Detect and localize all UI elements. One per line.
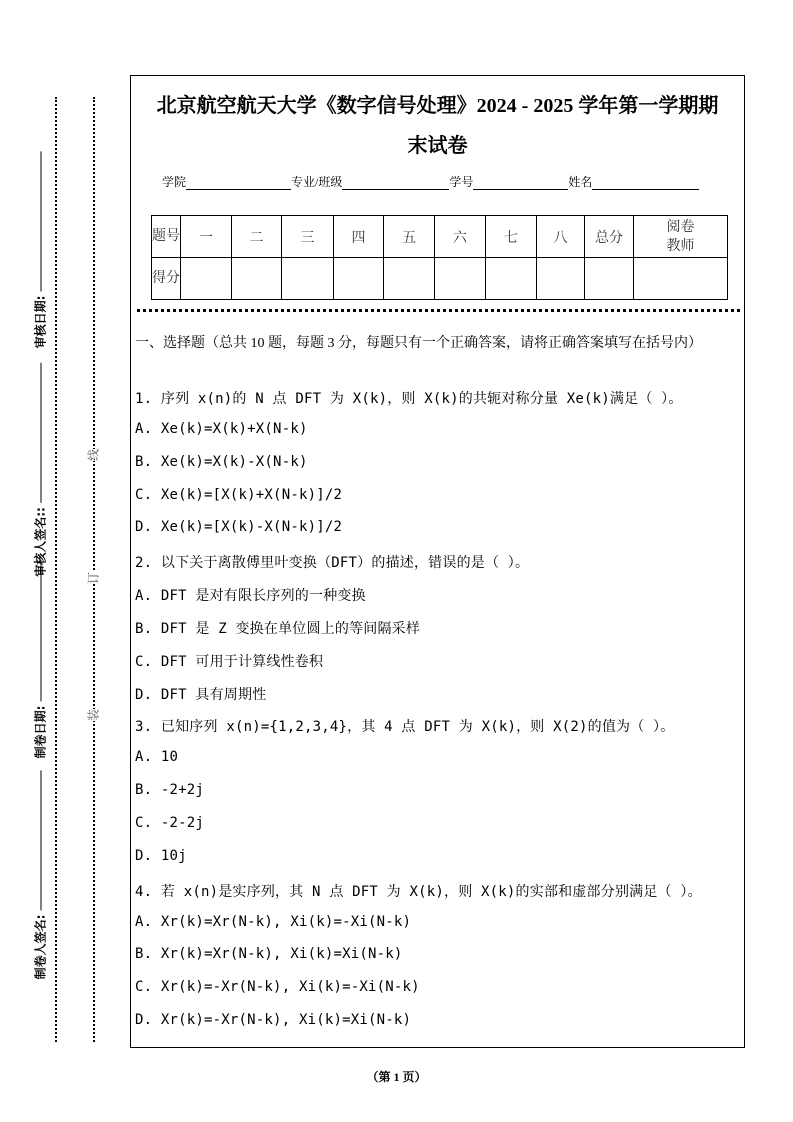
question-stem: 4. 若 x(n)是实序列，其 N 点 DFT 为 X(k)，则 X(k)的实部和虚部分别满足（ ）。 bbox=[135, 883, 702, 900]
exam-title: 北京航空航天大学《数字信号处理》2024 - 2025 学年第一学期期 bbox=[156, 95, 719, 117]
answer-option: D. DFT 具有周期性 bbox=[135, 686, 267, 703]
answer-option: C. Xe(k)=[X(k)+X(N-k)]/2 bbox=[135, 486, 343, 503]
answer-option: A. Xe(k)=X(k)+X(N-k) bbox=[135, 421, 308, 437]
header-cell: 六 bbox=[435, 216, 486, 258]
label-text: 制卷人签名: bbox=[33, 914, 48, 980]
score-cell[interactable] bbox=[634, 258, 728, 300]
score-cell[interactable] bbox=[282, 258, 334, 300]
score-cell[interactable] bbox=[486, 258, 537, 300]
cut-mark-bind: 订 bbox=[83, 572, 104, 584]
field-label: 专业/班级 bbox=[291, 175, 343, 189]
label-text: 制卷日期: bbox=[33, 705, 48, 759]
answer-option: D. Xe(k)=[X(k)-X(N-k)]/2 bbox=[135, 519, 343, 536]
field-label: 学院 bbox=[162, 175, 187, 189]
cut-mark-line: 线 bbox=[83, 449, 104, 461]
answer-option: A. Xr(k)=Xr(N-k), Xi(k)=-Xi(N-k) bbox=[135, 913, 412, 930]
header-cell: 四 bbox=[334, 216, 384, 258]
score-cell[interactable] bbox=[585, 258, 634, 300]
header-cell: 七 bbox=[486, 216, 537, 258]
score-table bbox=[151, 215, 728, 300]
answer-option: A. 10 bbox=[135, 749, 179, 766]
question-stem: 1. 序列 x(n)的 N 点 DFT 为 X(k)，则 X(k)的共轭对称分量 Xe(k)满足（ ）。 bbox=[135, 391, 683, 407]
label-text: 审核人签名:: bbox=[33, 507, 48, 577]
label-text: 审核日期: bbox=[33, 295, 48, 349]
score-cell[interactable] bbox=[181, 258, 232, 300]
score-row-label: 得分 bbox=[152, 258, 181, 300]
question-stem: 3. 已知序列 x(n)={1,2,3,4}，其 4 点 DFT 为 X(k)，则 X(2)的值为（ ）。 bbox=[135, 719, 675, 736]
header-cell: 题号 bbox=[152, 216, 181, 258]
header-cell: 五 bbox=[384, 216, 435, 258]
question-stem: 2. 以下关于离散傅里叶变换（DFT）的描述，错误的是（ ）。 bbox=[135, 555, 530, 572]
score-cell[interactable] bbox=[384, 258, 435, 300]
answer-option: C. Xr(k)=-Xr(N-k), Xi(k)=-Xi(N-k) bbox=[135, 979, 420, 996]
answer-option: C. DFT 可用于计算线性卷积 bbox=[135, 653, 324, 670]
answer-option: D. 10j bbox=[135, 847, 187, 864]
compile-date-label bbox=[32, 562, 49, 759]
divider-dotted bbox=[137, 309, 740, 312]
header-cell: 三 bbox=[282, 216, 334, 258]
section-heading: 一、选择题（总共 10 题，每题 3 分，每题只有一个正确答案，请将正确答案填写在括号内） bbox=[135, 336, 702, 351]
score-cell[interactable] bbox=[232, 258, 282, 300]
exam-title-cont: 末试卷 bbox=[407, 135, 468, 157]
header-cell: 一 bbox=[181, 216, 232, 258]
review-date-label bbox=[32, 152, 49, 349]
answer-option: B. -2+2j bbox=[135, 782, 205, 799]
header-cell: 二 bbox=[232, 216, 282, 258]
name-field[interactable] bbox=[592, 176, 699, 190]
header-cell: 总分 bbox=[585, 216, 634, 258]
answer-option: A. DFT 是对有限长序列的一种变换 bbox=[135, 588, 366, 605]
score-cell[interactable] bbox=[334, 258, 384, 300]
school-field[interactable] bbox=[186, 176, 291, 190]
binding-dotted-line bbox=[55, 97, 57, 1042]
binding-dotted-line bbox=[93, 97, 95, 1042]
score-cell[interactable] bbox=[435, 258, 486, 300]
field-label: 学号 bbox=[449, 175, 474, 189]
score-cell[interactable] bbox=[537, 258, 585, 300]
field-label: 姓名 bbox=[568, 175, 593, 189]
cut-mark-mount: 装 bbox=[83, 709, 104, 721]
answer-option: B. Xe(k)=X(k)-X(N-k) bbox=[135, 453, 308, 470]
answer-option: B. DFT 是 Z 变换在单位圆上的等间隔采样 bbox=[135, 621, 421, 637]
major-class-field[interactable] bbox=[342, 176, 449, 190]
answer-option: C. -2-2j bbox=[135, 815, 205, 831]
student-id-field[interactable] bbox=[473, 176, 568, 190]
header-cell: 阅卷教师 bbox=[634, 216, 728, 258]
compiler-signature-label bbox=[32, 771, 49, 980]
answer-option: B. Xr(k)=Xr(N-k), Xi(k)=Xi(N-k) bbox=[135, 946, 403, 963]
page-number: （第 1 页） bbox=[366, 1070, 427, 1084]
answer-option: D. Xr(k)=-Xr(N-k), Xi(k)=Xi(N-k) bbox=[135, 1012, 412, 1028]
reviewer-signature-label bbox=[32, 363, 49, 577]
student-info bbox=[162, 173, 699, 190]
header-cell: 八 bbox=[537, 216, 585, 258]
